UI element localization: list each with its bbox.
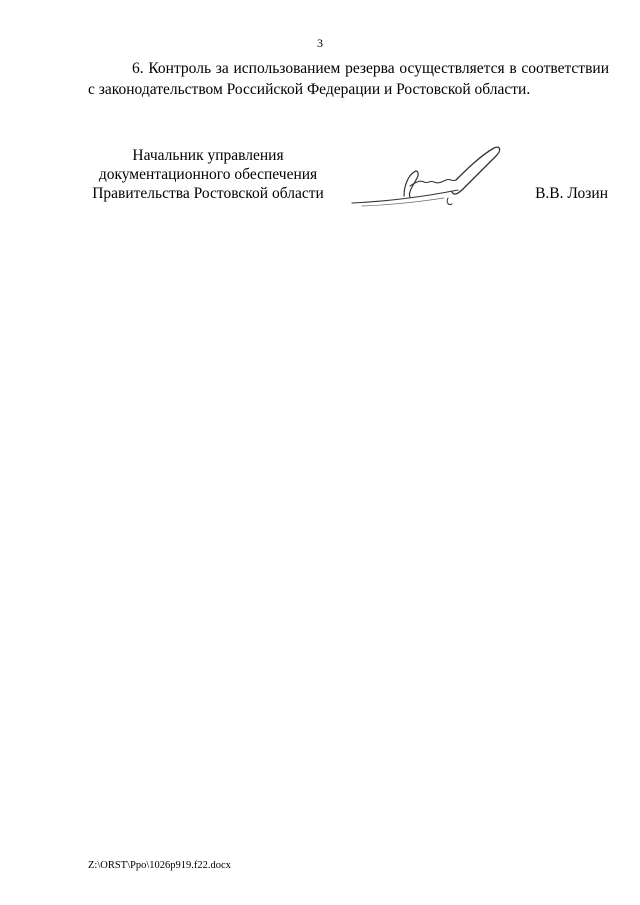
handwritten-signature-icon [348, 142, 508, 214]
signer-position [88, 146, 328, 203]
signer-position-line: Правительства Ростовской области [92, 185, 324, 202]
file-path: Z:\ORST\Ppo\1026p919.f22.docx [88, 860, 231, 871]
body-paragraph [88, 58, 609, 100]
signer-position-line: документационного обеспечения [98, 166, 318, 183]
signer-name: В.В. Лозин [535, 185, 608, 202]
page-number: 3 [317, 36, 323, 50]
paragraph-line: с законодательством Российской Федерации и Ростовской области. [88, 81, 531, 98]
signer-position-line: Начальник управления [132, 147, 284, 164]
paragraph-line: 6. Контроль за использованием резерва осуществляется в соответствии [132, 60, 609, 77]
